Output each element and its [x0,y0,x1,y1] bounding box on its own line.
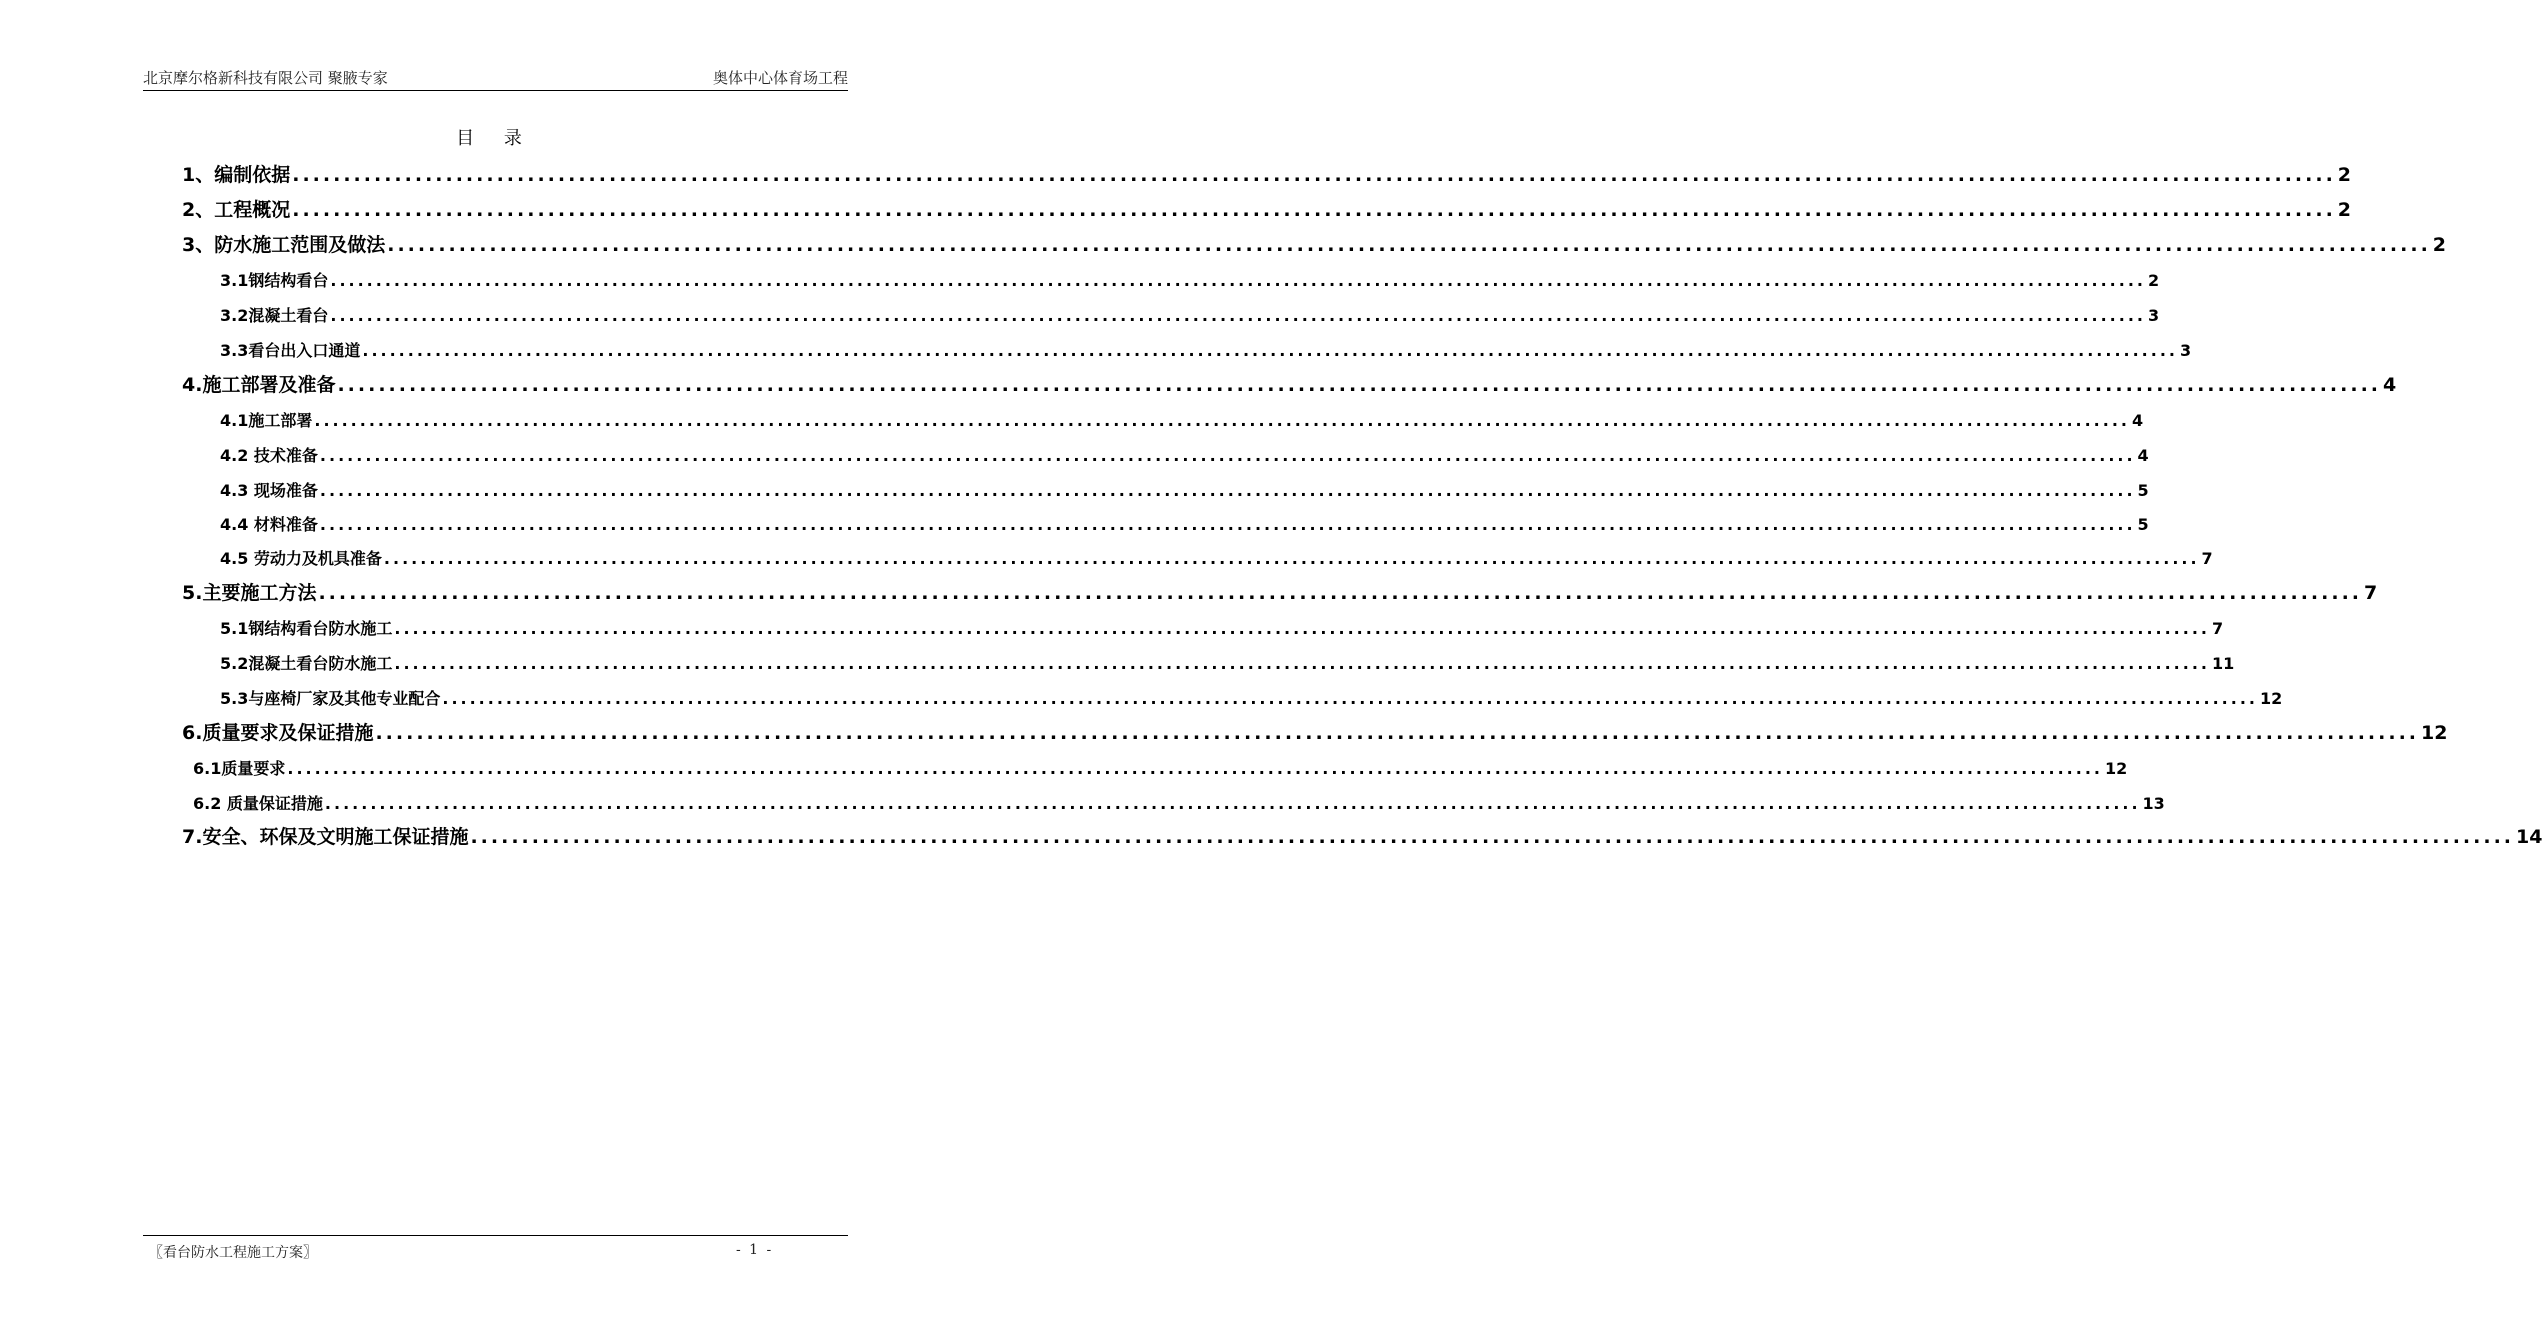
toc-entry-label: 3.2混凝土看台 [220,306,329,325]
toc-entry[interactable] [182,195,2352,222]
toc-entry-label: 4.3 现场准备 [220,481,318,500]
toc-entry-page: 5 [2137,515,2149,534]
toc-leader-dots: ........................................................................................................................................................................................................ [318,582,2363,604]
toc-entry-label: 5.主要施工方法 [182,582,317,604]
toc-entry-label: 4.4 材料准备 [220,515,318,534]
footer-doc-title: 〖看台防水工程施工方案〗 [149,1245,317,1261]
toc-leader-dots: ........................................................................................................................................................................................................ [383,549,2200,568]
toc-entry-label: 4.5 劳动力及机具准备 [220,549,382,568]
toc-leader-dots: ........................................................................................................................................................................................................ [314,411,2130,430]
toc-entry-page: 12 [2104,759,2128,778]
toc-entry-label: 3、防水施工范围及做法 [182,234,386,256]
toc-title: 目 录 [456,128,534,149]
toc-entry[interactable] [220,512,2149,535]
toc-entry-label: 5.1钢结构看台防水施工 [220,619,393,638]
toc-entry-label: 5.2混凝土看台防水施工 [220,654,393,673]
toc-leader-dots: ........................................................................................................................................................................................................ [319,446,2136,465]
toc-leader-dots: ........................................................................................................................................................................................................ [319,515,2136,534]
toc-leader-dots: ........................................................................................................................................................................................................ [442,689,2258,708]
toc-entry[interactable] [182,370,2397,397]
toc-entry[interactable] [220,686,2283,709]
toc-entry-page: 12 [2421,722,2448,744]
toc-entry[interactable] [220,338,2192,361]
toc-entry-page: 7 [2364,582,2378,604]
toc-leader-dots: ........................................................................................................................................................................................................ [387,234,2431,256]
toc-entry[interactable] [182,822,2542,849]
toc-entry[interactable] [220,478,2149,501]
toc-entry-page: 4 [2131,411,2144,430]
toc-entry[interactable] [182,230,2447,257]
toc-entry-page: 4 [2137,446,2149,465]
toc-entry-label: 2、工程概况 [182,199,291,221]
toc-entry-label: 5.3与座椅厂家及其他专业配合 [220,689,441,708]
toc-entry-label: 4.施工部署及准备 [182,374,336,396]
toc-entry[interactable] [220,268,2160,291]
toc-leader-dots: ........................................................................................................................................................................................................ [292,164,2336,186]
toc-entry-page: 2 [2147,271,2160,290]
toc-entry-page: 7 [2201,549,2213,568]
toc-entry-page: 2 [2432,234,2447,256]
toc-entry-label: 4.1施工部署 [220,411,313,430]
header-company: 北京摩尔格新科技有限公司 聚腋专家 [143,69,388,87]
toc-entry[interactable] [220,546,2213,569]
toc-entry-page: 3 [2179,341,2192,360]
toc-leader-dots: ........................................................................................................................................................................................................ [362,341,2178,360]
toc-entry-page: 11 [2211,654,2235,673]
toc-entry-label: 6.2 质量保证措施 [193,794,323,813]
toc-entry-label: 6.质量要求及保证措施 [182,722,374,744]
toc-entry-page: 2 [2337,164,2352,186]
toc-leader-dots: ........................................................................................................................................................................................................ [470,826,2515,848]
toc-entry[interactable] [220,408,2144,431]
toc-entry-page: 2 [2337,199,2352,221]
toc-entry[interactable] [220,616,2224,639]
toc-entry-page: 12 [2259,689,2283,708]
toc-leader-dots: ........................................................................................................................................................................................................ [324,794,2141,813]
toc-entry-label: 1、编制依据 [182,164,291,186]
toc-entry[interactable] [182,718,2448,745]
toc-leader-dots: ........................................................................................................................................................................................................ [330,306,2146,325]
page-footer [143,1235,848,1264]
toc-leader-dots: ........................................................................................................................................................................................................ [330,271,2146,290]
toc-leader-dots: ........................................................................................................................................................................................................ [319,481,2136,500]
footer-page-number: - 1 - [736,1242,774,1258]
toc-entry-label: 7.安全、环保及文明施工保证措施 [182,826,469,848]
toc-leader-dots: ........................................................................................................................................................................................................ [287,759,2103,778]
toc-entry-page: 3 [2147,306,2160,325]
toc-entry-label: 3.3看台出入口通道 [220,341,361,360]
toc-entry-label: 4.2 技术准备 [220,446,318,465]
toc-entry[interactable] [182,578,2378,605]
header-project: 奥体中心体育场工程 [712,69,848,87]
toc-entry-page: 5 [2137,481,2149,500]
toc-entry[interactable] [220,443,2149,466]
toc-entry[interactable] [193,791,2165,814]
toc-entry-page: 13 [2142,794,2165,813]
toc-entry[interactable] [193,756,2128,779]
toc-entry-label: 3.1钢结构看台 [220,271,329,290]
toc-entry[interactable] [220,651,2235,674]
toc-entry[interactable] [182,160,2352,187]
toc-leader-dots: ........................................................................................................................................................................................................ [337,374,2382,396]
toc-leader-dots: ........................................................................................................................................................................................................ [375,722,2420,744]
toc-entry-label: 6.1质量要求 [193,759,286,778]
toc-entry-page: 14 [2516,826,2542,848]
toc-entry-page: 4 [2383,374,2397,396]
toc-entry-page: 7 [2211,619,2224,638]
toc-leader-dots: ........................................................................................................................................................................................................ [394,654,2210,673]
toc-leader-dots: ........................................................................................................................................................................................................ [292,199,2336,221]
toc-entry[interactable] [220,303,2160,326]
toc-leader-dots: ........................................................................................................................................................................................................ [394,619,2210,638]
